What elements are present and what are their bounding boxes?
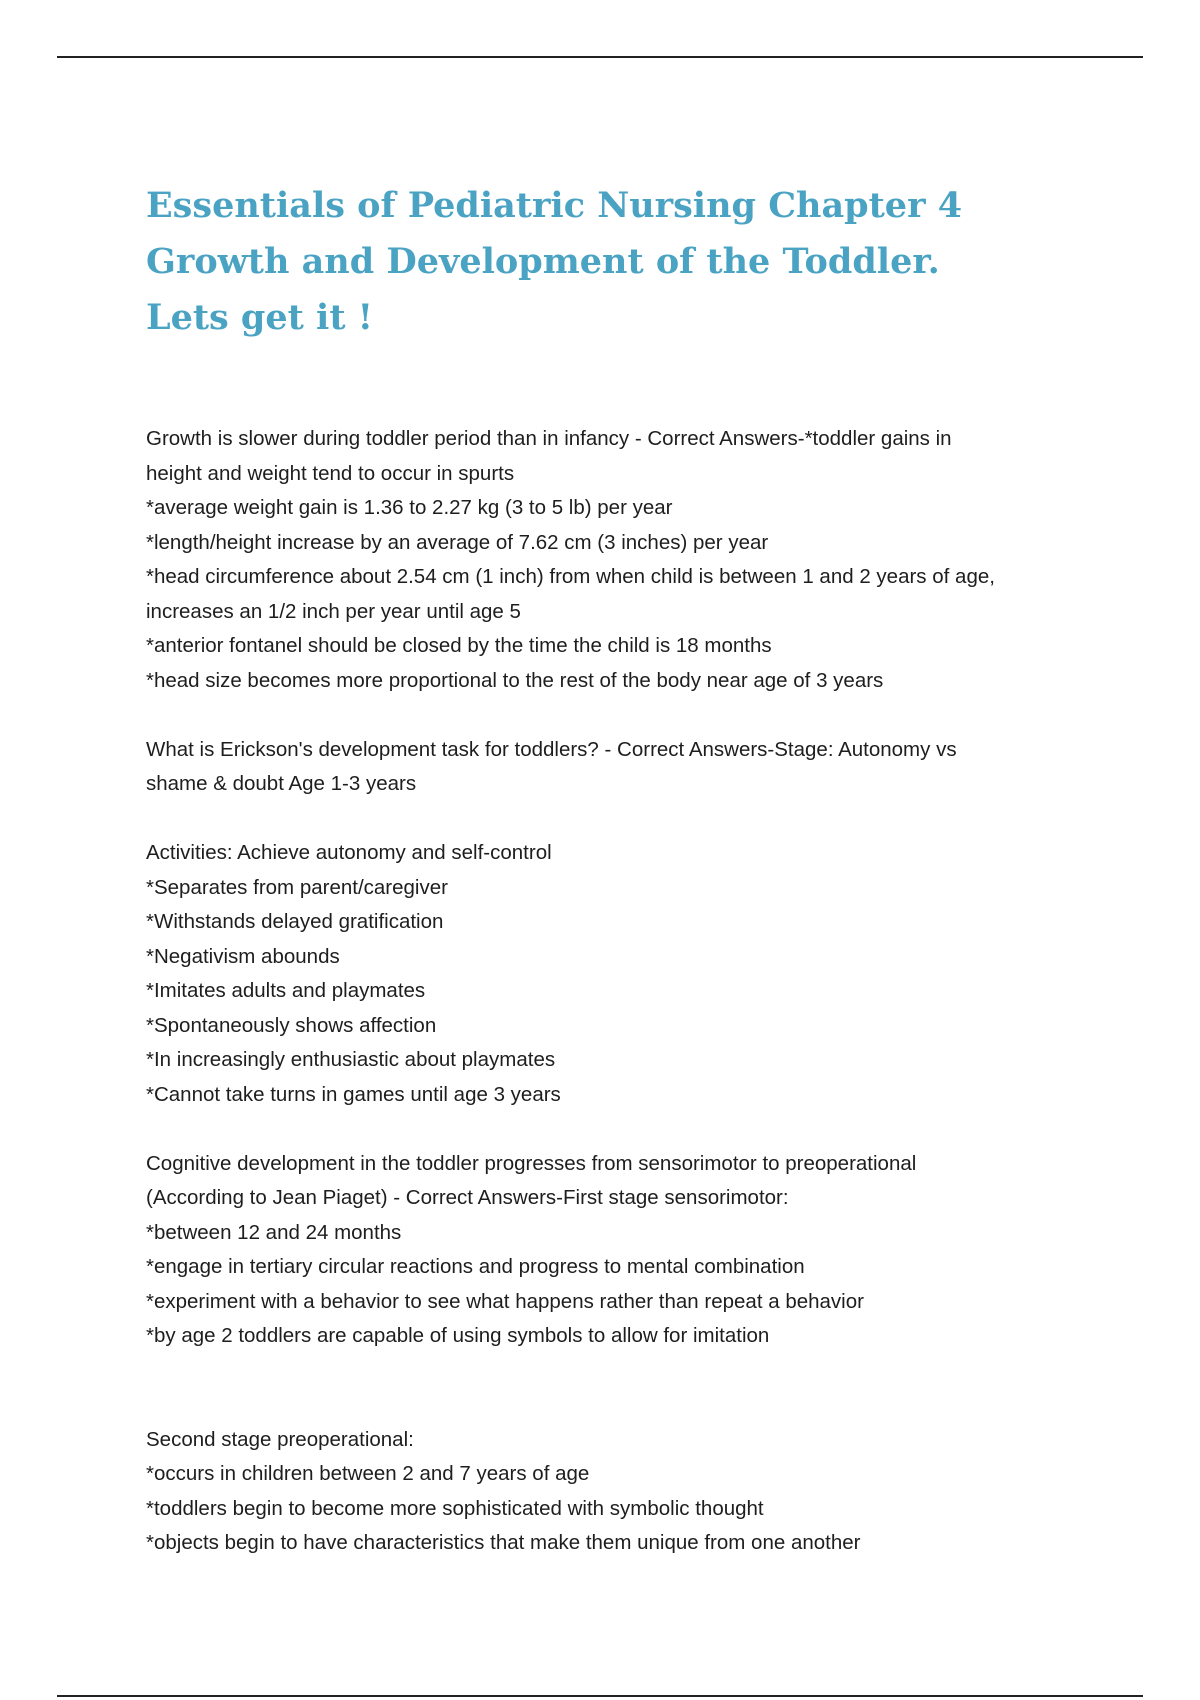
preoperational-paragraph: [146, 1423, 1096, 1561]
paragraph-gap: [146, 698, 1096, 733]
text-line: Activities: Achieve autonomy and self-control: [146, 841, 552, 864]
cognitive-paragraph: [146, 1147, 1096, 1354]
text-line: height and weight tend to occur in spurts: [146, 461, 515, 485]
text-line: increases an 1/2 inch per year until age 5: [146, 599, 521, 623]
growth-paragraph: [146, 422, 1096, 698]
text-line: *head size becomes more proportional to the rest of the body near age of 3 years: [146, 668, 884, 692]
text-line: *Separates from parent/caregiver: [146, 875, 448, 899]
activities-paragraph: [146, 836, 1096, 1112]
text-line: Cognitive development in the toddler progresses from sensorimotor to preoperational: [146, 1151, 917, 1175]
text-line: shame & doubt Age 1-3 years: [146, 772, 417, 795]
text-line: *objects begin to have characteristics that make them unique from one another: [146, 1531, 861, 1554]
text-line: *experiment with a behavior to see what happens rather than repeat a behavior: [146, 1289, 864, 1313]
paragraph-gap: [146, 1354, 1096, 1423]
text-line: *In increasingly enthusiastic about playmates: [146, 1048, 556, 1071]
text-line: What is Erickson's development task for toddlers? - Correct Answers-Stage: Autonomy vs: [146, 737, 957, 761]
text-line: *by age 2 toddlers are capable of using symbols to allow for imitation: [146, 1324, 770, 1347]
text-line: *Spontaneously shows affection: [146, 1013, 437, 1037]
text-line: *average weight gain is 1.36 to 2.27 kg (3 to 5 lb) per year: [146, 496, 673, 519]
title-line: Growth and Development of the Toddler.: [146, 241, 940, 282]
erickson-paragraph: [146, 733, 1096, 802]
text-line: Growth is slower during toddler period than in infancy - Correct Answers-*toddler gains in: [146, 427, 952, 450]
document-page: [146, 178, 1096, 1561]
document-title: [146, 178, 1096, 346]
paragraph-gap: [146, 802, 1096, 837]
paragraph-gap: [146, 1112, 1096, 1147]
text-line: *between 12 and 24 months: [146, 1220, 402, 1244]
text-line: *Withstands delayed gratification: [146, 910, 444, 933]
text-line: *Imitates adults and playmates: [146, 979, 426, 1002]
text-line: *toddlers begin to become more sophisticated with symbolic thought: [146, 1496, 764, 1520]
text-line: *engage in tertiary circular reactions and progress to mental combination: [146, 1255, 805, 1278]
text-line: *occurs in children between 2 and 7 years of age: [146, 1462, 590, 1485]
title-line: Essentials of Pediatric Nursing Chapter 4: [146, 185, 963, 226]
text-line: *Cannot take turns in games until age 3 years: [146, 1082, 561, 1106]
text-line: Second stage preoperational:: [146, 1427, 414, 1451]
text-line: *anterior fontanel should be closed by the time the child is 18 months: [146, 634, 772, 657]
text-line: *Negativism abounds: [146, 944, 340, 968]
text-line: *head circumference about 2.54 cm (1 inch) from when child is between 1 and 2 years of age,: [146, 565, 995, 588]
text-line: *length/height increase by an average of 7.62 cm (3 inches) per year: [146, 530, 769, 554]
text-line: (According to Jean Piaget) - Correct Answers-First stage sensorimotor:: [146, 1186, 789, 1209]
title-line: Lets get it !: [146, 297, 374, 338]
bottom-rule: [57, 1695, 1143, 1697]
document-body: [146, 422, 1096, 1561]
top-rule: [57, 56, 1143, 58]
